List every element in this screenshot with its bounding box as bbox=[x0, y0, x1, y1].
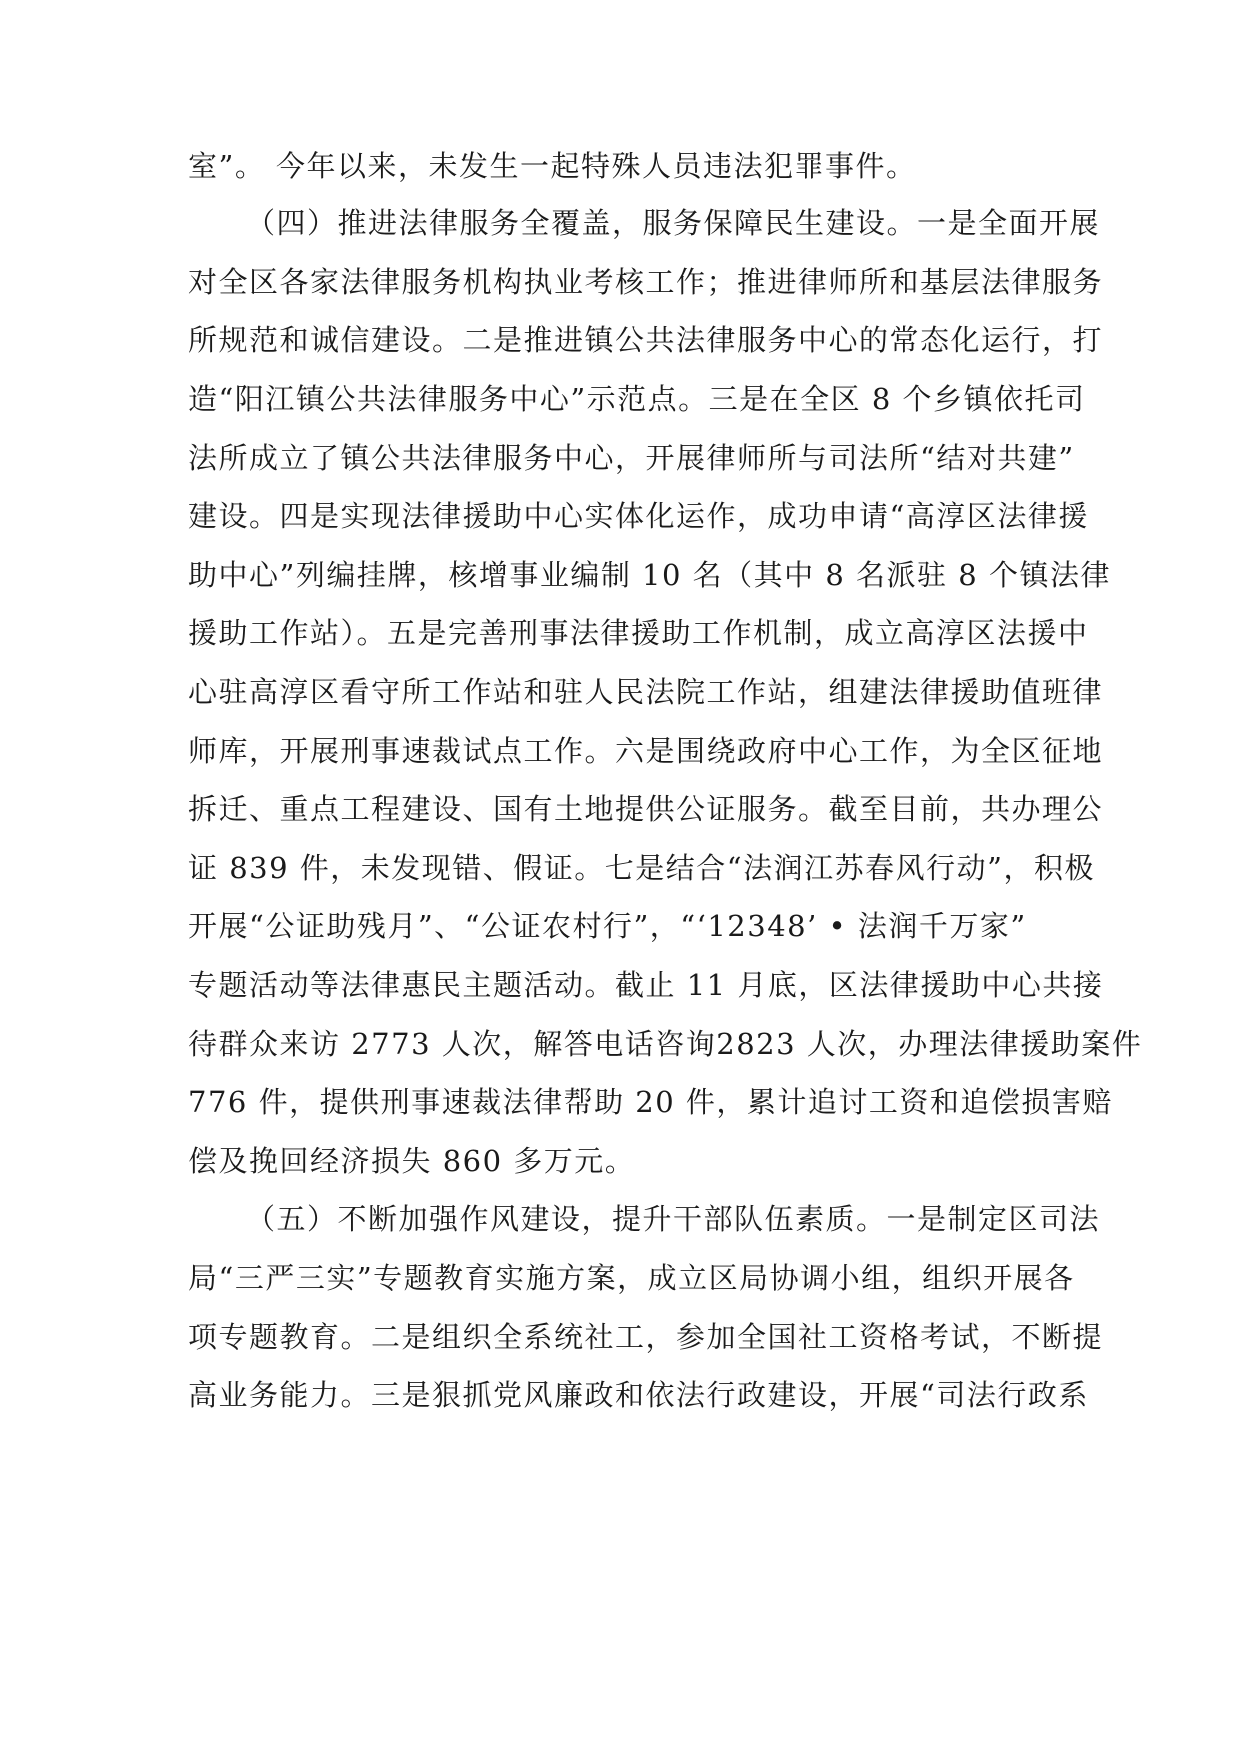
text-line: 法所成立了镇公共法律服务中心，开展律师所与司法所“结对共建” bbox=[188, 441, 1075, 475]
text-line: 专题活动等法律惠民主题活动。截止 11 月底，区法律援助中心共接 bbox=[188, 968, 1104, 1002]
text-line: 心驻高淳区看守所工作站和驻人民法院工作站，组建法律援助值班律 bbox=[188, 675, 1104, 709]
paragraph-four-heading-line: （四）推进法律服务全覆盖，服务保障民生建设。一是全面开展 bbox=[246, 206, 1101, 240]
text-line: 局“三严三实”专题教育实施方案，成立区局协调小组，组织开展各 bbox=[188, 1261, 1075, 1295]
text-line: 建设。四是实现法律援助中心实体化运作，成功申请“高淳区法律援 bbox=[188, 499, 1089, 533]
text-line: 拆迁、重点工程建设、国有土地提供公证服务。截至目前，共办理公 bbox=[188, 792, 1104, 826]
text-line: 项专题教育。二是组织全系统社工，参加全国社工资格考试，不断提 bbox=[188, 1320, 1104, 1354]
text-line: 对全区各家法律服务机构执业考核工作；推进律师所和基层法律服务 bbox=[188, 265, 1104, 299]
text-line: 开展“公证助残月”、“公证农村行”，“‘12348’ • 法润千万家” bbox=[188, 909, 1027, 943]
text-line: 证 839 件，未发现错、假证。七是结合“法润江苏春风行动”，积极 bbox=[188, 851, 1095, 885]
text-line-continuation: 室”。 今年以来，未发生一起特殊人员违法犯罪事件。 bbox=[188, 149, 917, 183]
text-line: 所规范和诚信建设。二是推进镇公共法律服务中心的常态化运行，打 bbox=[188, 323, 1104, 357]
text-line: 助中心”列编挂牌，核增事业编制 10 名（其中 8 名派驻 8 个镇法律 bbox=[188, 558, 1111, 592]
text-line: 援助工作站）。五是完善刑事法律援助工作机制，成立高淳区法援中 bbox=[188, 616, 1089, 650]
text-line: 待群众来访 2773 人次，解答电话咨询2823 人次，办理法律援助案件 bbox=[188, 1027, 1143, 1061]
paragraph-five-heading-line: （五）不断加强作风建设，提升干部队伍素质。一是制定区司法 bbox=[246, 1202, 1101, 1236]
text-line: 造“阳江镇公共法律服务中心”示范点。三是在全区 8 个乡镇依托司 bbox=[188, 382, 1086, 416]
text-line: 师库，开展刑事速裁试点工作。六是围绕政府中心工作，为全区征地 bbox=[188, 734, 1104, 768]
text-line: 高业务能力。三是狠抓党风廉政和依法行政建设，开展“司法行政系 bbox=[188, 1378, 1089, 1412]
text-line: 偿及挽回经济损失 860 多万元。 bbox=[188, 1144, 636, 1178]
text-line: 776 件，提供刑事速裁法律帮助 20 件，累计追讨工资和追偿损害赔 bbox=[188, 1085, 1113, 1119]
